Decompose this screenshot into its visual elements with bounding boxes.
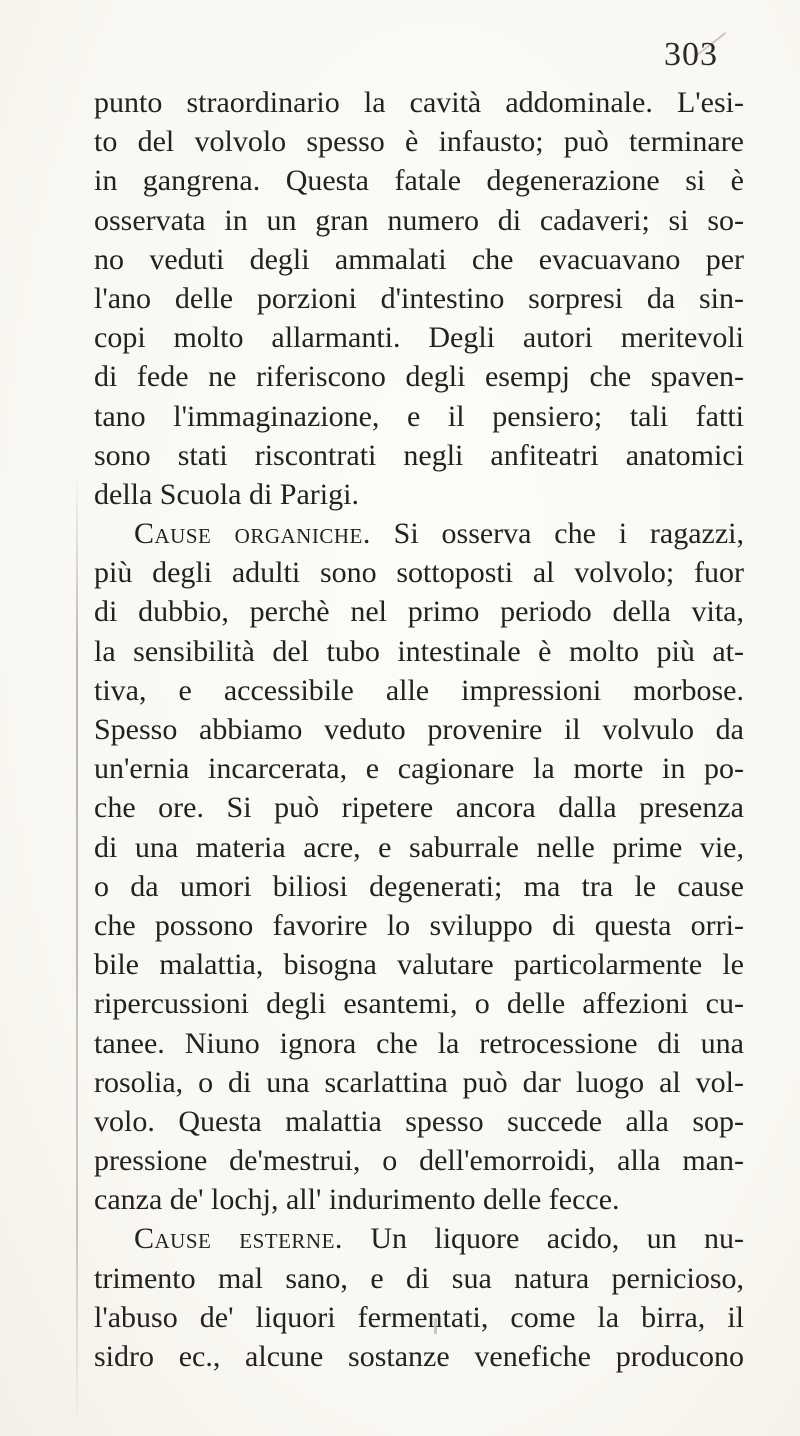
- page-number: 303: [664, 36, 718, 73]
- text-line: di fede ne riferiscono degli esempj che spaven-: [94, 360, 744, 394]
- section-heading: Cause esterne.: [134, 1222, 343, 1256]
- text-line: Spesso abbiamo veduto provenire il volvulo da: [94, 713, 744, 746]
- body-text: [94, 83, 744, 1376]
- text-line: in gangrena. Questa fatale degenerazione si è: [94, 164, 744, 198]
- text-line: della Scuola di Parigi.: [94, 477, 359, 511]
- text-line: la sensibilità del tubo intestinale è molto più at-: [94, 634, 744, 668]
- text-line: più degli adulti sono sottoposti al volvolo; fuor: [94, 556, 744, 590]
- text-line: sidro ec., alcune sostanze venefiche producono: [94, 1340, 744, 1373]
- text-line: rosolia, o di una scarlattina può dar luogo al vol-: [94, 1065, 744, 1099]
- text-line: tanee. Niuno ignora che la retrocessione di una: [94, 1026, 744, 1060]
- text-line: un'ernia incarcerata, e cagionare la morte in po-: [94, 752, 744, 786]
- text-line: copi molto allarmanti. Degli autori meritevoli: [94, 321, 744, 355]
- binding-shadow: [76, 470, 78, 1430]
- text-line: sono stati riscontrati negli anfiteatri anatomici: [94, 438, 744, 472]
- section-first-line: [94, 1219, 744, 1258]
- text-line: ripercussioni degli esantemi, o delle affezioni cu-: [94, 987, 744, 1021]
- text-line: bile malattia, bisogna valutare particolarmente le: [94, 948, 744, 982]
- text-line: di una materia acre, e saburrale nelle prime vie,: [94, 830, 744, 864]
- text-line: o da umori biliosi degenerati; ma tra le cause: [94, 869, 744, 903]
- text-line: tiva, e accessibile alle impressioni morbose.: [94, 673, 744, 707]
- text-line: pressione de'mestrui, o dell'emorroidi, alla man-: [94, 1144, 744, 1178]
- text-line: di dubbio, perchè nel primo periodo della vita,: [94, 595, 744, 629]
- text-line: volo. Questa malattia spesso succede alla sop-: [94, 1104, 744, 1138]
- text-line: osservata in un gran numero di cadaveri; si so-: [94, 203, 744, 237]
- section-first-line: [94, 514, 744, 553]
- text-line: che possono favorire lo sviluppo di questa orri-: [94, 908, 744, 942]
- text-fragment: Un liquore acido, un nu-: [370, 1222, 744, 1256]
- text-line: che ore. Si può ripetere ancora dalla presenza: [94, 791, 744, 825]
- text-line: punto straordinario la cavità addominale. L'esi-: [94, 86, 744, 119]
- text-line: l'ano delle porzioni d'intestino sorpresi da sin-: [94, 281, 744, 315]
- text-line: to del volvolo spesso è infausto; può terminare: [94, 125, 744, 159]
- text-line: l'abuso de' liquori fermentati, come la birra, il: [94, 1300, 744, 1334]
- text-line: trimento mal sano, e di sua natura pernicioso,: [94, 1261, 744, 1295]
- section-heading: Cause organiche.: [134, 517, 371, 551]
- text-line: no veduti degli ammalati che evacuavano per: [94, 242, 744, 276]
- text-line: tano l'immaginazione, e il pensiero; tali fatti: [94, 399, 744, 433]
- text-line: canza de' lochj, all' indurimento delle fecce.: [94, 1183, 620, 1217]
- text-fragment: Si osserva che i ragazzi,: [393, 517, 745, 551]
- ink-speck: [434, 1318, 437, 1334]
